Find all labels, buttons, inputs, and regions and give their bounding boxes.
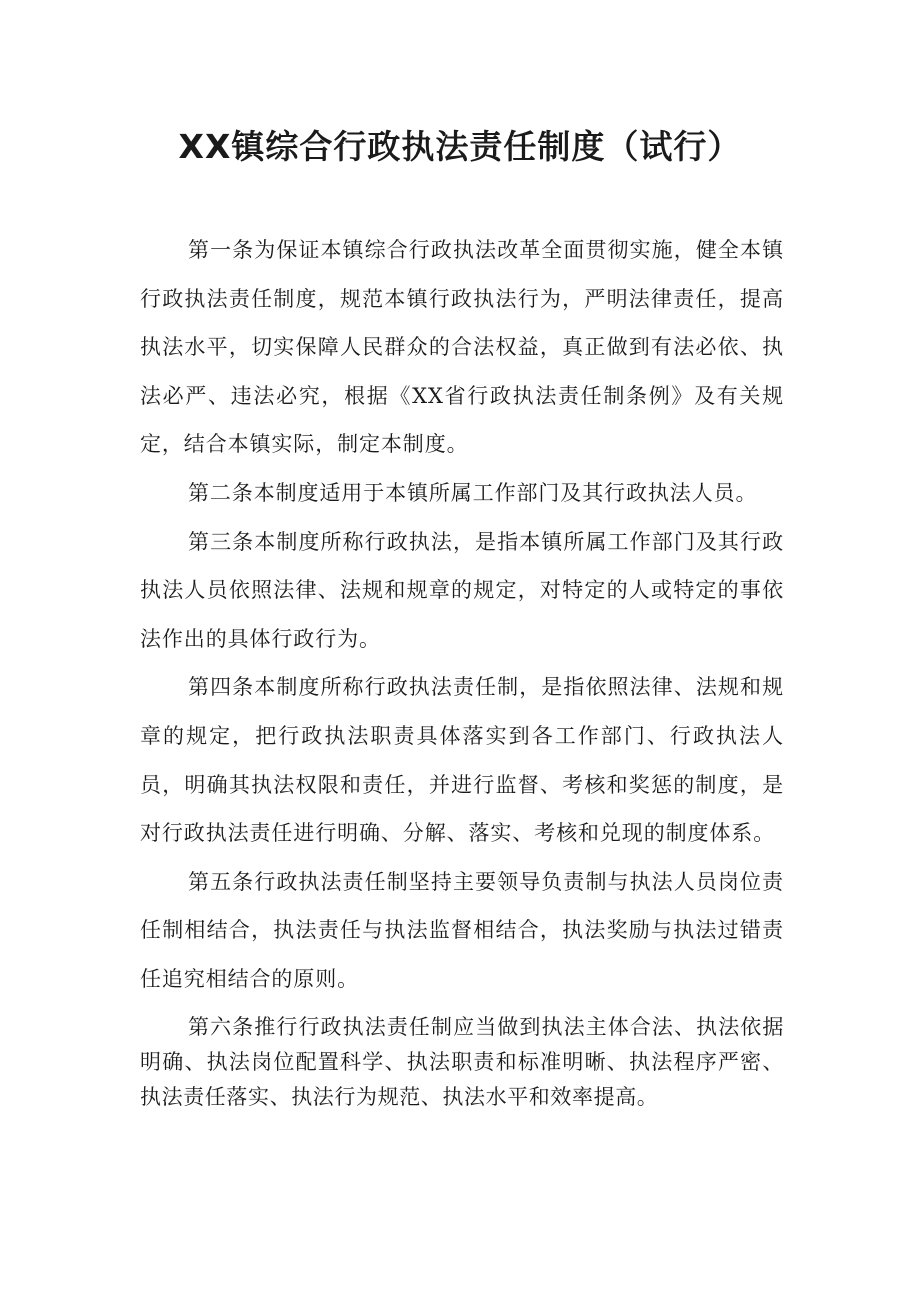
document-body bbox=[140, 226, 784, 1115]
article-6: 第六条推行行政执法责任制应当做到执法主体合法、执法依据明确、执法岗位配置科学、执法职责和标准明晰、执法程序严密、执法责任落实、执法行为规范、执法水平和效率提高。 bbox=[140, 1014, 784, 1109]
article-2: 第二条本制度适用于本镇所属工作部门及其行政执法人员。 bbox=[188, 480, 758, 505]
article-5: 第五条行政执法责任制坚持主要领导负责制与执法人员岗位责任制相结合，执法责任与执法监督相结合，执法奖励与执法过错责任追究相结合的原则。 bbox=[140, 869, 784, 991]
article-3: 第三条本制度所称行政执法，是指本镇所属工作部门及其行政执法人员依照法律、法规和规章的规定，对特定的人或特定的事依法作出的具体行政行为。 bbox=[140, 529, 784, 651]
document-title: XX镇综合行政执法责任制度（试行） bbox=[178, 127, 742, 166]
article-4: 第四条本制度所称行政执法责任制，是指依照法律、法规和规章的规定，把行政执法职责具体落实到各工作部门、行政执法人员，明确其执法权限和责任，并进行监督、考核和奖惩的制度，是对行政执法责任进行明确、分解、落实、考核和兑现的制度体系。 bbox=[140, 675, 784, 846]
article-1: 第一条为保证本镇综合行政执法改革全面贯彻实施，健全本镇行政执法责任制度，规范本镇行政执法行为，严明法律责任，提高执法水平，切实保障人民群众的合法权益，真正做到有法必依、执法必严、违法必究，根据《XX省行政执法责任制条例》及有关规定，结合本镇实际，制定本制度。 bbox=[140, 238, 784, 457]
